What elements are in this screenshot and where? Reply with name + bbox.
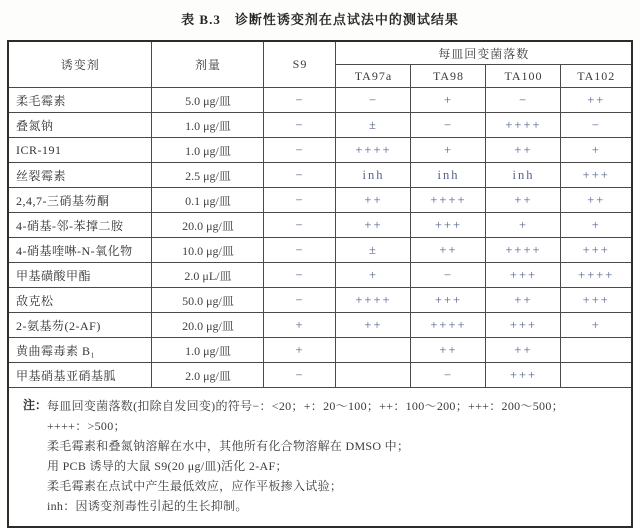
results-table [7,40,633,528]
cell-ta97a: ± [336,238,411,263]
cell-ta97a: ± [336,113,411,138]
cell-mutagen: 2-氨基芴(2-AF) [8,313,152,338]
cell-ta102: ++ [561,88,632,113]
cell-ta100: + [486,213,561,238]
cell-s9: + [264,338,336,363]
cell-ta97a [336,338,411,363]
cell-s9: + [264,313,336,338]
table-row [8,363,632,388]
cell-mutagen: 甲基硝基亚硝基胍 [8,363,152,388]
cell-ta97a: inh [336,163,411,188]
table-row [8,288,632,313]
cell-ta100: ++++ [486,238,561,263]
cell-dose: 5.0 μg/皿 [152,88,264,113]
cell-dose: 20.0 μg/皿 [152,213,264,238]
cell-ta102: ++++ [561,263,632,288]
cell-ta102: − [561,113,632,138]
note-line: inh：因诱变剂毒性引起的生长抑制。 [46,499,248,513]
cell-ta98: − [411,363,486,388]
cell-ta100: +++ [486,263,561,288]
cell-dose: 1.0 μg/皿 [152,338,264,363]
cell-dose: 2.0 μg/皿 [152,363,264,388]
notes-label: 注： [22,398,47,412]
cell-dose: 0.1 μg/皿 [152,188,264,213]
cell-ta102: +++ [561,238,632,263]
cell-ta100: +++ [486,313,561,338]
cell-ta102 [561,338,632,363]
notes-block [23,396,621,516]
cell-s9: − [264,88,336,113]
page-title [0,0,640,28]
note-line: 每皿回变菌落数(扣除自发回变)的符号−：<20；+：20～100；++：100～200；+++：200～500； [46,399,564,413]
cell-ta97a: ++ [336,188,411,213]
cell-s9: − [264,163,336,188]
table-row [8,113,632,138]
cell-ta100: ++ [486,188,561,213]
table-body [8,88,632,388]
cell-ta100: ++ [486,138,561,163]
cell-ta98: +++ [411,213,486,238]
cell-ta97a: + [336,263,411,288]
table-row [8,188,632,213]
note-line: 柔毛霉素在点试中产生最低效应，应作平板掺入试验； [46,479,343,493]
cell-ta98: + [411,88,486,113]
cell-s9: − [264,288,336,313]
cell-ta98: − [411,263,486,288]
header-strain-ta102: TA102 [561,65,632,88]
note-line: ++++：>500； [46,419,126,433]
cell-dose: 20.0 μg/皿 [152,313,264,338]
cell-s9: − [264,238,336,263]
header-strain-ta97a: TA97a [336,65,411,88]
cell-ta98: +++ [411,288,486,313]
cell-ta97a: ++ [336,213,411,238]
cell-ta102: + [561,313,632,338]
cell-mutagen: 甲基磺酸甲酯 [8,263,152,288]
table-title-text: 诊断性诱变剂在点试法中的测试结果 [234,12,459,27]
cell-s9: − [264,213,336,238]
cell-mutagen: 丝裂霉素 [8,163,152,188]
cell-ta100: ++++ [486,113,561,138]
table-row [8,138,632,163]
cell-mutagen: 4-硝基喹啉-N-氧化物 [8,238,152,263]
cell-ta100: +++ [486,363,561,388]
cell-ta97a: ++ [336,313,411,338]
cell-mutagen: 2,4,7-三硝基芴酮 [8,188,152,213]
cell-mutagen: 黄曲霉毒素 B₁ [8,338,152,363]
cell-mutagen: 叠氮钠 [8,113,152,138]
table-row [8,163,632,188]
table-row [8,263,632,288]
header-s9: S9 [264,41,336,88]
header-mutagen: 诱变剂 [8,41,152,88]
cell-dose: 50.0 μg/皿 [152,288,264,313]
notes-cell [8,388,632,528]
cell-ta102: + [561,213,632,238]
cell-mutagen: 4-硝基-邻-苯撑二胺 [8,213,152,238]
cell-mutagen: 敌克松 [8,288,152,313]
cell-dose: 1.0 μg/皿 [152,113,264,138]
cell-ta97a: ++++ [336,138,411,163]
table-row [8,238,632,263]
cell-ta97a: ++++ [336,288,411,313]
cell-s9: − [264,138,336,163]
cell-mutagen: 柔毛霉素 [8,88,152,113]
header-strain-ta98: TA98 [411,65,486,88]
cell-ta98: ++ [411,338,486,363]
header-strain-ta100: TA100 [486,65,561,88]
cell-ta100: ++ [486,288,561,313]
cell-ta98: ++ [411,238,486,263]
cell-dose: 1.0 μg/皿 [152,138,264,163]
cell-ta100: ++ [486,338,561,363]
cell-ta102 [561,363,632,388]
cell-ta97a: − [336,88,411,113]
cell-ta102: ++ [561,188,632,213]
cell-ta102: + [561,138,632,163]
cell-s9: − [264,113,336,138]
cell-mutagen: ICR-191 [8,138,152,163]
table-row [8,213,632,238]
note-lines [47,396,621,516]
note-line: 用 PCB 诱导的大鼠 S9(20 μg/皿)活化 2-AF； [46,459,288,473]
header-colonies-group: 每皿回变菌落数 [336,41,632,65]
cell-dose: 2.0 μL/皿 [152,263,264,288]
table-row [8,313,632,338]
cell-ta102: +++ [561,163,632,188]
table-row [8,338,632,363]
header-row-1 [8,41,632,65]
cell-dose: 2.5 μg/皿 [152,163,264,188]
header-dose: 剂量 [152,41,264,88]
table-number: 表 B.3 [181,12,221,27]
cell-ta98: ++++ [411,313,486,338]
cell-ta98: + [411,138,486,163]
cell-ta102: +++ [561,288,632,313]
cell-ta98: ++++ [411,188,486,213]
cell-ta100: inh [486,163,561,188]
cell-s9: − [264,363,336,388]
table-row [8,88,632,113]
cell-ta97a [336,363,411,388]
note-line: 柔毛霉素和叠氮钠溶解在水中，其他所有化合物溶解在 DMSO 中； [46,439,410,453]
cell-dose: 10.0 μg/皿 [152,238,264,263]
cell-ta98: − [411,113,486,138]
cell-s9: − [264,188,336,213]
cell-ta100: − [486,88,561,113]
cell-s9: − [264,263,336,288]
notes-row [8,388,632,528]
cell-ta98: inh [411,163,486,188]
